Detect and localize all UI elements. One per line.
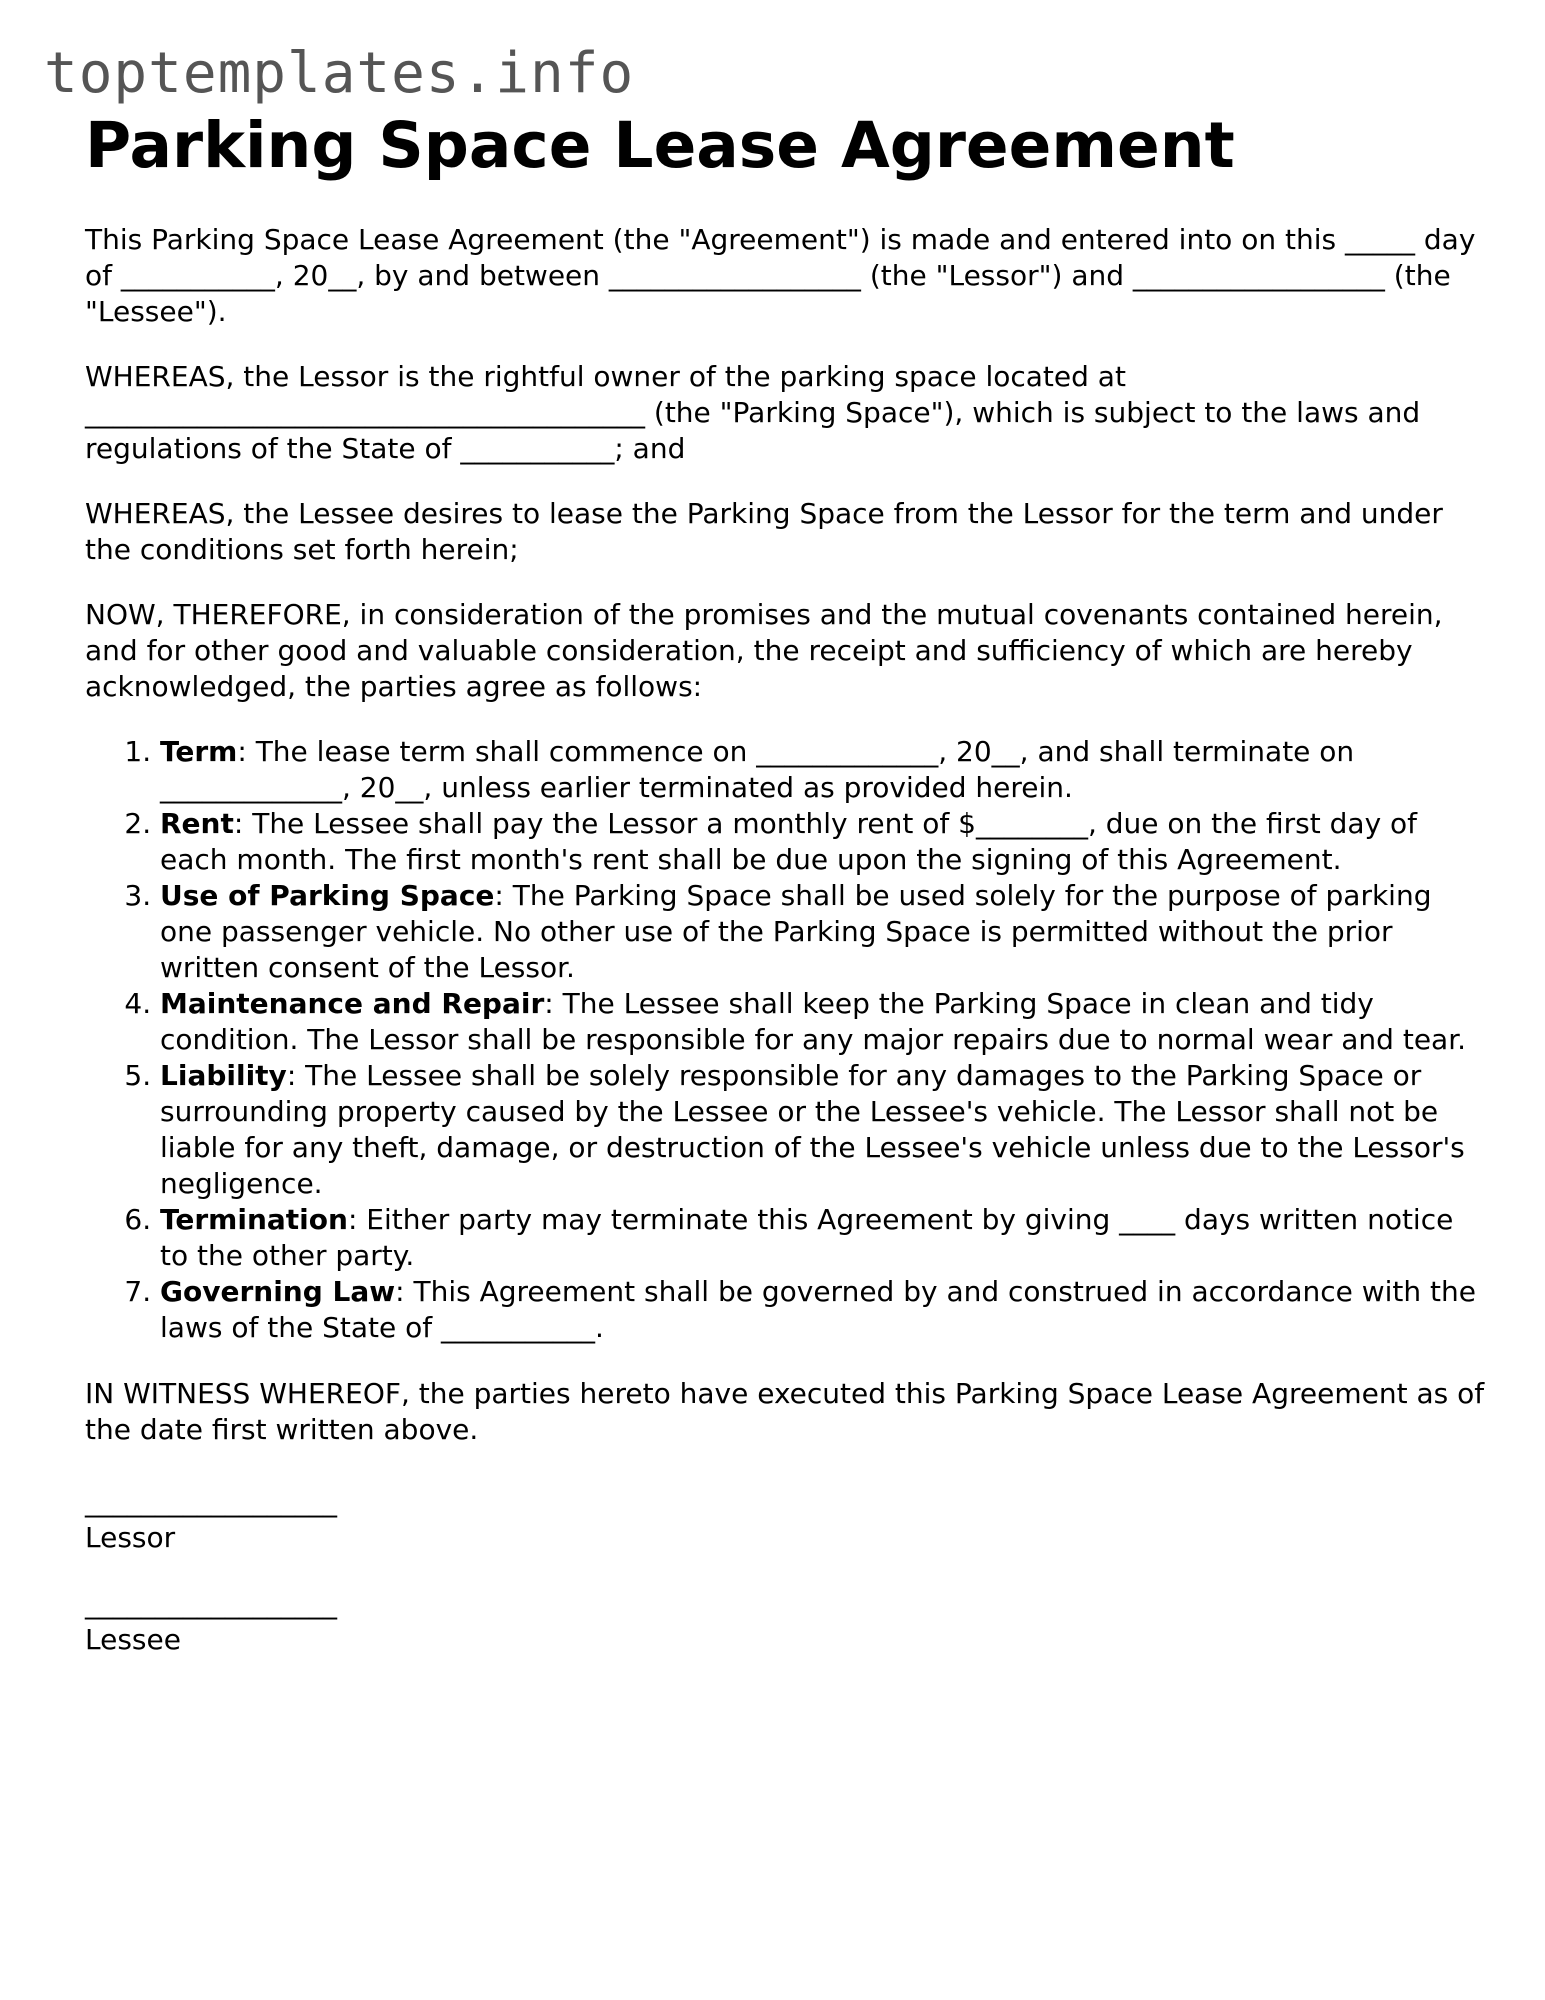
term-title: Liability <box>160 1059 287 1092</box>
term-text: : The Lessee shall be solely responsible for any damages to the Parking Space or surrounding property caused by the Lessee or the Lessee's vehicle. The Lessor shall not be liable for any theft, damage, or destruction of the Lessee's vehicle unless due to the Lessor's negligence. <box>160 1059 1465 1200</box>
lessor-signature <box>85 1484 1485 1556</box>
whereas-paragraph-1: WHEREAS, the Lessor is the rightful owner of the parking space located at ________________________________________ (the "Parking Space"), which is subject to the laws and regulations of the State of ___________; and <box>85 360 1421 465</box>
document-body <box>85 108 1485 1688</box>
lessee-signature <box>85 1586 1485 1658</box>
term-item <box>160 806 1485 878</box>
term-text: : The lease term shall commence on _____________, 20__, and shall terminate on _____________, 20__, unless earlier terminated as provided herein. <box>160 735 1355 804</box>
whereas-paragraph-2: WHEREAS, the Lessee desires to lease the Parking Space from the Lessor for the term and under the conditions set forth herein; <box>85 497 1443 566</box>
term-item <box>160 1058 1485 1202</box>
term-item <box>160 986 1485 1058</box>
term-title: Rent <box>160 807 234 840</box>
term-title: Use of Parking Space <box>160 879 495 912</box>
signature-block <box>85 1484 1485 1658</box>
term-title: Governing Law <box>160 1275 396 1308</box>
witness-paragraph: IN WITNESS WHEREOF, the parties hereto have executed this Parking Space Lease Agreement as of the date first written above. <box>85 1377 1485 1446</box>
term-text: : The Lessee shall keep the Parking Space in clean and tidy condition. The Lessor shall be responsible for any major repairs due to normal wear and tear. <box>160 987 1467 1056</box>
term-text: : The Lessee shall pay the Lessor a monthly rent of $________, due on the first day of each month. The first month's rent shall be due upon the signing of this Agreement. <box>160 807 1418 876</box>
lessor-label: Lessor <box>85 1521 176 1554</box>
term-title: Term <box>160 735 238 768</box>
term-text: : This Agreement shall be governed by and construed in accordance with the laws of the State of ___________. <box>160 1275 1477 1344</box>
term-item <box>160 1202 1485 1274</box>
lessee-signature-line[interactable]: __________________ <box>85 1587 337 1620</box>
intro-paragraph: This Parking Space Lease Agreement (the "Agreement") is made and entered into on this _____ day of ___________, 20__, by and between __________________ (the "Lessor") and __________________ (the "Lessee"). <box>85 223 1476 328</box>
term-item <box>160 878 1485 986</box>
term-title: Maintenance and Repair <box>160 987 545 1020</box>
term-title: Termination <box>160 1203 348 1236</box>
terms-list <box>85 734 1485 1346</box>
term-item <box>160 1274 1485 1346</box>
lessor-signature-line[interactable]: __________________ <box>85 1485 337 1518</box>
term-text: : The Parking Space shall be used solely for the purpose of parking one passenger vehicle. No other use of the Parking Space is permitted without the prior written consent of the Lessor. <box>160 879 1432 984</box>
watermark: toptemplates.info <box>44 41 635 106</box>
document-title: Parking Space Lease Agreement <box>85 109 1235 182</box>
lessee-label: Lessee <box>85 1623 181 1656</box>
term-text: : Either party may terminate this Agreement by giving ____ days written notice to the other party. <box>160 1203 1454 1272</box>
now-therefore-paragraph: NOW, THEREFORE, in consideration of the promises and the mutual covenants contained herein, and for other good and valuable consideration, the receipt and sufficiency of which are hereby acknowledged, the parties agree as follows: <box>85 598 1443 703</box>
term-item <box>160 734 1485 806</box>
